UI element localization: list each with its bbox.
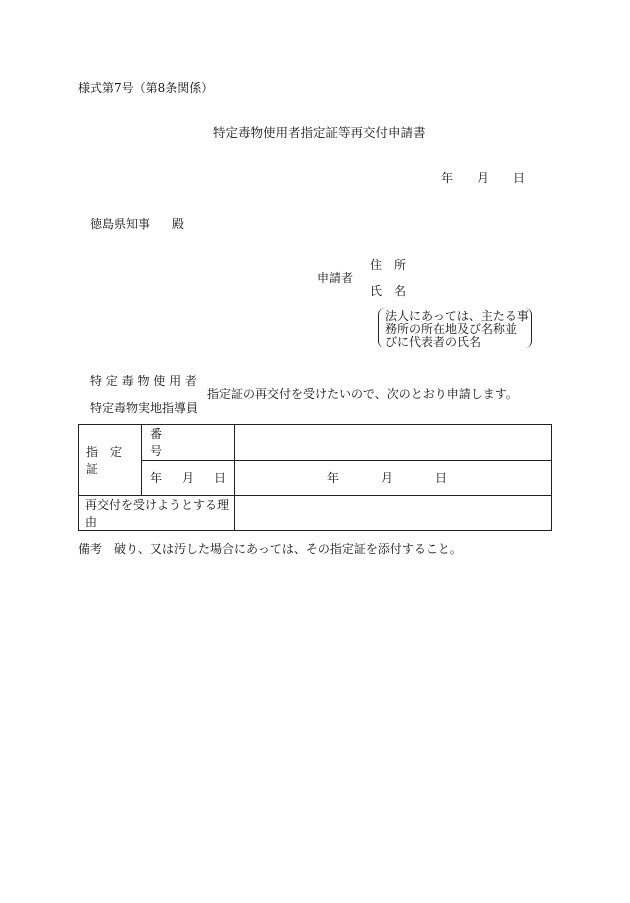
table-date-year: 年 bbox=[327, 471, 340, 486]
subject-line-2: 特定毒物実地指導員 bbox=[90, 401, 199, 415]
reason-label: 再交付を受けようとする理由 bbox=[85, 498, 230, 529]
date-day: 日 bbox=[513, 171, 526, 185]
remarks: 備考 破り、又は汚した場合にあっては、その指定証を添付すること。 bbox=[78, 542, 462, 556]
subject-text: 指定証の再交付を受けたいので、次のとおり申請します。 bbox=[207, 387, 518, 401]
certificate-table bbox=[78, 424, 552, 531]
document-title: 特定毒物使用者指定証等再交付申請書 bbox=[213, 125, 426, 140]
date-label-cell bbox=[142, 460, 235, 496]
table-date-month: 月 bbox=[381, 471, 394, 486]
corporate-note-line-2: 務所の所在地及び名称並 bbox=[385, 322, 518, 336]
corporate-note-line-3: びに代表者の氏名 bbox=[385, 335, 482, 349]
corporate-note-line-1: 法人にあっては、主たる事 bbox=[385, 309, 529, 323]
number-value-cell[interactable] bbox=[235, 425, 552, 461]
reason-label-cell bbox=[79, 496, 235, 531]
certificate-label-cell bbox=[79, 425, 142, 496]
addressee-honorific: 殿 bbox=[172, 217, 185, 231]
number-label: 番 号 bbox=[150, 427, 235, 459]
date-month: 月 bbox=[477, 171, 490, 185]
subject-line-1: 特 定 毒 物 使 用 者 bbox=[90, 374, 197, 388]
date-year: 年 bbox=[441, 171, 454, 185]
name-label: 氏 名 bbox=[370, 284, 407, 298]
number-label-cell bbox=[142, 425, 235, 461]
table-date-month-label: 月 bbox=[182, 471, 195, 486]
table-date-year-label: 年 bbox=[150, 471, 163, 486]
address-label: 住 所 bbox=[370, 258, 407, 272]
reason-value-cell[interactable] bbox=[235, 496, 552, 531]
applicant-label: 申請者 bbox=[317, 271, 354, 285]
table-date-day-label: 日 bbox=[214, 471, 227, 486]
addressee-name: 徳島県知事 bbox=[90, 217, 151, 231]
date-line bbox=[441, 172, 525, 184]
certificate-label: 指 定 証 bbox=[86, 445, 135, 476]
form-number: 様式第7号（第8条関係） bbox=[78, 81, 214, 95]
date-value-cell[interactable] bbox=[235, 460, 552, 496]
table-date-day: 日 bbox=[434, 471, 447, 486]
addressee bbox=[90, 218, 184, 230]
